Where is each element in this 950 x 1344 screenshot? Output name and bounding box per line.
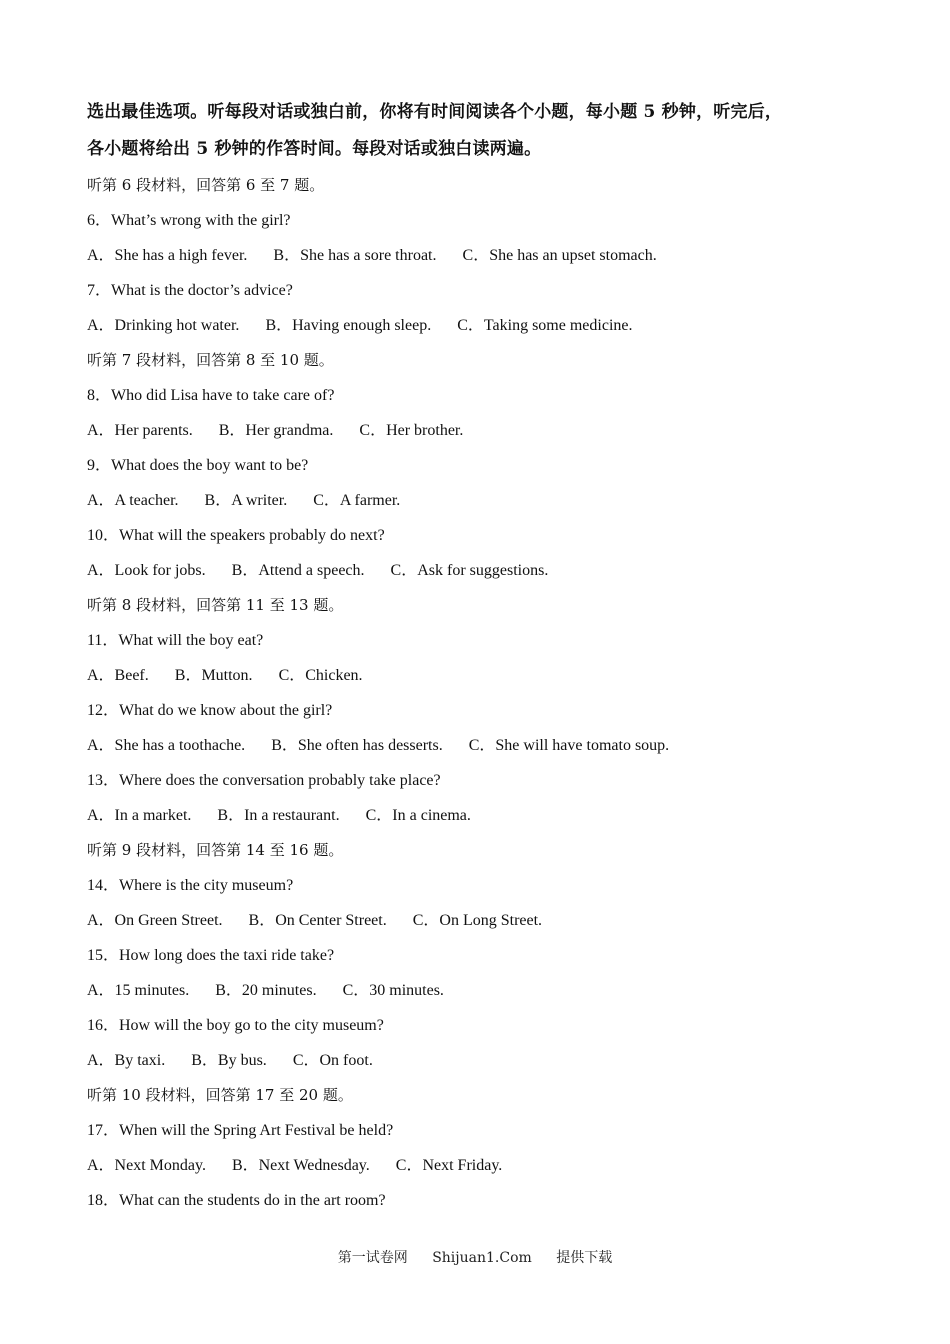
answer-option: A．She has a toothache. [87,737,246,754]
footer-site-en: Shijuan1.Com [432,1250,532,1266]
option-row [87,728,877,763]
question-text: 9．What does the boy want to be? [87,457,309,474]
question-text: 10．What will the speakers probably do next? [87,527,385,544]
section-header: 听第 8 段材料，回答第 11 至 13 题。 [87,596,344,614]
question-text: 14．Where is the city museum? [87,877,294,894]
question-text: 11．What will the boy eat? [87,632,264,649]
answer-option: C．30 minutes. [342,982,444,999]
answer-option: B．Mutton. [174,667,253,684]
question-text: 16．How will the boy go to the city museum? [87,1017,384,1034]
answer-option: C．On Long Street. [412,912,543,929]
answer-option: A．Next Monday. [87,1157,206,1174]
option-row [87,413,877,448]
page-footer [0,1247,950,1267]
footer-tail: 提供下载 [556,1250,613,1266]
option-row [87,658,877,693]
answer-option: B．Next Wednesday. [231,1157,370,1174]
answer-option: C．In a cinema. [365,807,471,824]
option-row [87,903,877,938]
option-row [87,483,877,518]
question-text: 7．What is the doctor’s advice? [87,282,293,299]
answer-option: B．A writer. [204,492,288,509]
option-row [87,1148,877,1183]
answer-option: A．A teacher. [87,492,179,509]
question-text: 17．When will the Spring Art Festival be held? [87,1122,394,1139]
section-header: 听第 9 段材料，回答第 14 至 16 题。 [87,841,344,859]
answer-option: A．She has a high fever. [87,247,248,264]
question-list [87,168,877,1218]
answer-option: B．She often has desserts. [271,737,443,754]
option-row [87,1043,877,1078]
answer-option: C．Taking some medicine. [457,317,633,334]
answer-option: B．On Center Street. [248,912,387,929]
answer-option: C．A farmer. [313,492,401,509]
section-header: 听第 6 段材料，回答第 6 至 7 题。 [87,176,325,194]
instruction-line-1: 选出最佳选项。听每段对话或独白前，你将有时间阅读各个小题，每小题 5 秒钟，听完后， [87,102,783,122]
answer-option: A．Beef. [87,667,149,684]
exam-page [87,94,877,1218]
option-row [87,798,877,833]
answer-option: C．She has an upset stomach. [462,247,657,264]
answer-option: A．On Green Street. [87,912,223,929]
answer-option: C．Chicken. [278,667,363,684]
option-row [87,553,877,588]
answer-option: B．Her grandma. [218,422,334,439]
question-text: 18．What can the students do in the art room? [87,1192,386,1209]
answer-option: A．By taxi. [87,1052,166,1069]
answer-option: A．Drinking hot water. [87,317,240,334]
answer-option: C．Next Friday. [395,1157,503,1174]
answer-option: C．Her brother. [359,422,464,439]
answer-option: C．Ask for suggestions. [390,562,549,579]
option-row [87,238,877,273]
answer-option: B．Attend a speech. [231,562,365,579]
answer-option: A．In a market. [87,807,192,824]
section-header: 听第 7 段材料，回答第 8 至 10 题。 [87,351,334,369]
answer-option: B．20 minutes. [215,982,317,999]
instruction-line-2: 各小题将给出 5 秒钟的作答时间。每段对话或独白读两遍。 [87,139,542,159]
answer-option: A．Her parents. [87,422,193,439]
option-row [87,973,877,1008]
question-text: 13．Where does the conversation probably take place? [87,772,441,789]
answer-option: C．On foot. [292,1052,373,1069]
question-text: 15．How long does the taxi ride take? [87,947,335,964]
question-text: 12．What do we know about the girl? [87,702,333,719]
footer-site-cn: 第一试卷网 [337,1250,408,1266]
answer-option: A．15 minutes. [87,982,190,999]
question-text: 8．Who did Lisa have to take care of? [87,387,335,404]
section-header: 听第 10 段材料，回答第 17 至 20 题。 [87,1086,353,1104]
answer-option: B．Having enough sleep. [265,317,432,334]
answer-option: B．In a restaurant. [217,807,340,824]
option-row [87,308,877,343]
question-text: 6．What’s wrong with the girl? [87,212,291,229]
answer-option: B．By bus. [191,1052,267,1069]
answer-option: B．She has a sore throat. [273,247,437,264]
answer-option: A．Look for jobs. [87,562,206,579]
answer-option: C．She will have tomato soup. [468,737,670,754]
